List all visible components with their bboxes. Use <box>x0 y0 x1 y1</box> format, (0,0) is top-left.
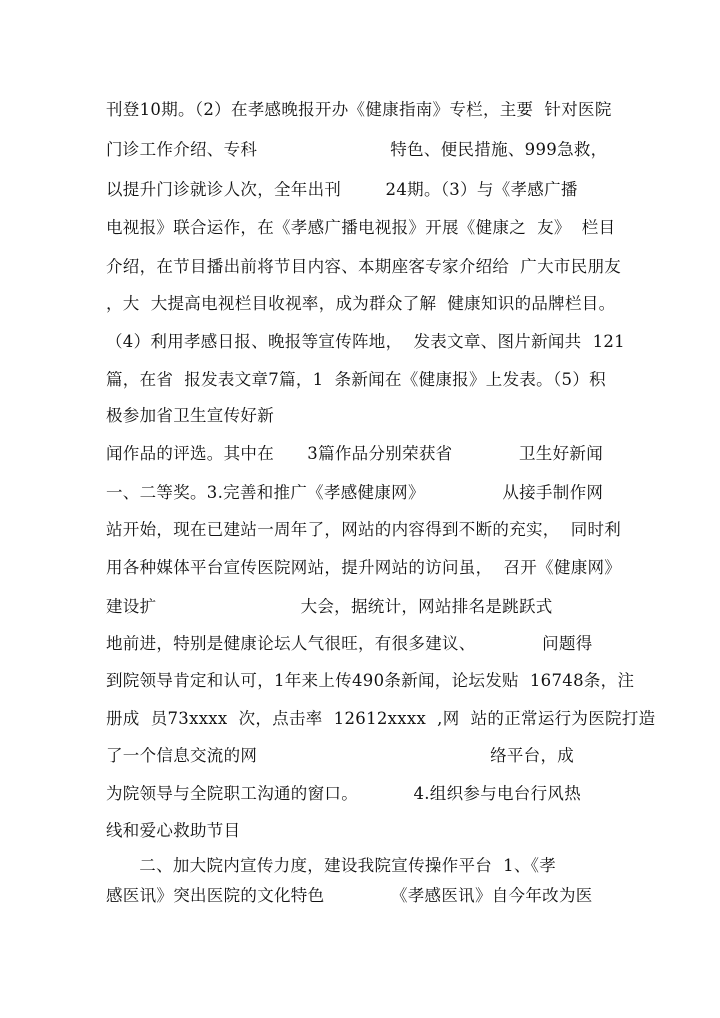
text-line: 门诊工作介绍、专科 特色、便民措施、999急救， <box>106 140 608 159</box>
text-line: （4）利用孝感日报、晚报等宣传阵地， 发表文章、图片新闻共 121 <box>106 332 625 351</box>
text-line: 介绍，在节目播出前将节目内容、本期座客专家介绍给 广大市民朋友 <box>106 257 622 276</box>
text-line: 以提升门诊就诊人次，全年出刊 24期。（3）与《孝感广播 <box>106 180 578 199</box>
text-line: ，大 大提高电视栏目收视率，成为群众了解 健康知识的品牌栏目。 <box>106 294 616 313</box>
text-line: 线和爱心救助节目 <box>106 821 241 840</box>
text-line: 一、二等奖。3.完善和推广《孝感健康网》 从接手制作网 <box>106 483 604 502</box>
text-line: 地前进，特别是健康论坛人气很旺，有很多建议、 问题得 <box>106 634 593 653</box>
text-line: 册成 员73xxxx 次，点击率 12612xxxx ,网 站的正常运行为医院打造 <box>106 709 656 728</box>
text-line: 了一个信息交流的网 络平台，成 <box>106 746 575 765</box>
text-line: 建设扩 大会，据统计，网站排名是跳跃式 <box>106 597 553 616</box>
text-line: 电视报》联合运作，在《孝感广播电视报》开展《健康之 友》 栏目 <box>106 218 616 237</box>
text-line: 极参加省卫生宣传好新 <box>106 406 274 425</box>
text-line: 为院领导与全院职工沟通的窗口。 4.组织参与电台行风热 <box>106 784 581 803</box>
text-line: 刊登10期。（2）在孝感晚报开办《健康指南》专栏，主要 针对医院 <box>106 100 612 119</box>
text-line: 闻作品的评选。其中在 3篇作品分别荣获省 卫生好新闻 <box>106 444 604 463</box>
text-line: 篇，在省 报发表文章7篇，1 条新闻在《健康报》上发表。（5）积 <box>106 370 606 389</box>
text-line: 感医讯》突出医院的文化特色 《孝感医讯》自今年改为医 <box>106 886 593 905</box>
text-line: 用各种媒体平台宣传医院网站，提升网站的访问虽， 召开《健康网》 <box>106 558 622 577</box>
text-line: 站开始，现在已建站一周年了，网站的内容得到不断的充实， 同时利 <box>106 520 622 539</box>
text-line: 到院领导肯定和认可，1年来上传490条新闻，论坛发贴 16748条，注 <box>106 671 635 690</box>
text-line: 二、加大院内宣传力度，建设我院宣传操作平台 1、《孝 <box>106 856 557 875</box>
